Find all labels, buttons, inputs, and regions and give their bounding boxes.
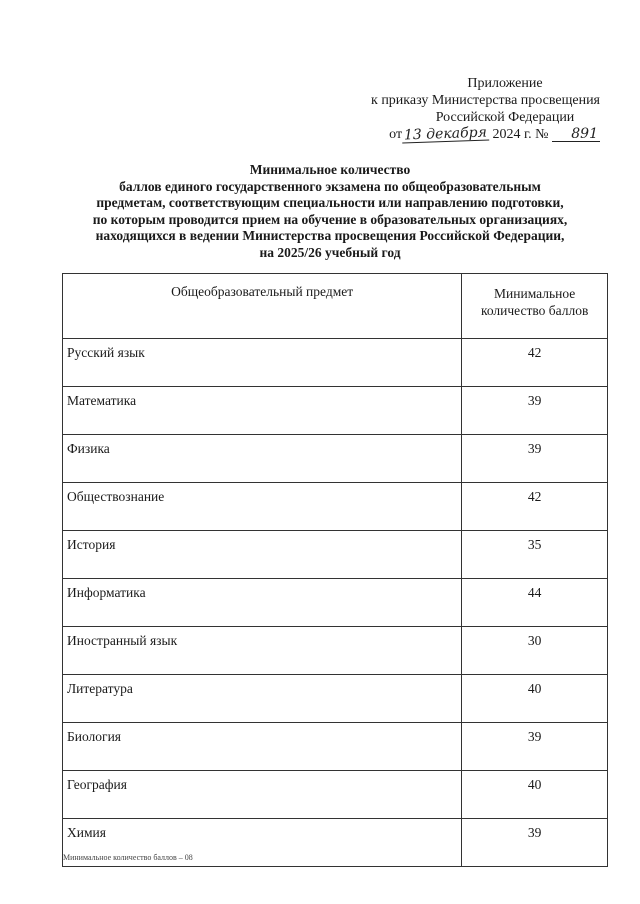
subject-cell: Русский язык [63, 339, 462, 387]
score-cell: 39 [462, 435, 608, 483]
score-cell: 40 [462, 771, 608, 819]
header-score-line-1: Минимальное [494, 286, 576, 301]
header-score [462, 274, 608, 339]
header-score-line-2: количество баллов [480, 303, 589, 318]
title-line-1: Минимальное количество [249, 162, 411, 177]
appendix-order-ref: к приказу Министерства просвещения [371, 93, 600, 108]
order-line [340, 126, 600, 143]
handwritten-order-number: 891 [552, 127, 600, 142]
order-year: 2024 г. № [492, 127, 549, 142]
title-line-5: находящихся в ведении Министерства просвещения Российской Федерации, [95, 228, 565, 243]
appendix-title: Приложение [467, 76, 543, 91]
subject-cell: Обществознание [63, 483, 462, 531]
table-row [63, 723, 608, 771]
table-row [63, 771, 608, 819]
scores-table [62, 273, 608, 867]
score-cell: 42 [462, 483, 608, 531]
table-row [63, 435, 608, 483]
score-cell: 44 [462, 579, 608, 627]
subject-cell: Биология [63, 723, 462, 771]
title-line-2: баллов единого государственного экзамена по общеобразовательным [119, 178, 541, 194]
table-row [63, 627, 608, 675]
subject-cell: Физика [63, 435, 462, 483]
document-title [60, 162, 600, 261]
table-row [63, 531, 608, 579]
order-prefix: от [389, 127, 403, 142]
title-line-6: на 2025/26 учебный год [259, 244, 401, 260]
score-cell: 39 [462, 387, 608, 435]
subject-cell: Химия [63, 819, 462, 867]
score-cell: 35 [462, 531, 608, 579]
header-subject: Общеобразовательный предмет [63, 274, 462, 339]
subject-cell: История [63, 531, 462, 579]
appendix-block [340, 75, 600, 143]
subject-cell: Математика [63, 387, 462, 435]
subject-cell: География [63, 771, 462, 819]
score-cell: 40 [462, 675, 608, 723]
subject-cell: Иностранный язык [63, 627, 462, 675]
page-footer: Минимальное количество баллов – 08 [63, 853, 193, 862]
handwritten-order-date: 13 декабря [403, 124, 488, 144]
subject-cell: Информатика [63, 579, 462, 627]
table-row [63, 387, 608, 435]
score-cell: 39 [462, 723, 608, 771]
title-line-4: по которым проводится прием на обучение в образовательных организациях, [92, 211, 568, 227]
score-cell: 42 [462, 339, 608, 387]
table-row [63, 483, 608, 531]
subject-cell: Литература [63, 675, 462, 723]
table-row [63, 675, 608, 723]
score-cell: 30 [462, 627, 608, 675]
table-row [63, 579, 608, 627]
appendix-federation: Российской Федерации [435, 110, 575, 125]
score-cell: 39 [462, 819, 608, 867]
table-row [63, 339, 608, 387]
table-header-row [63, 274, 608, 339]
title-line-3: предметам, соответствующим специальности или направлению подготовки, [96, 195, 564, 210]
